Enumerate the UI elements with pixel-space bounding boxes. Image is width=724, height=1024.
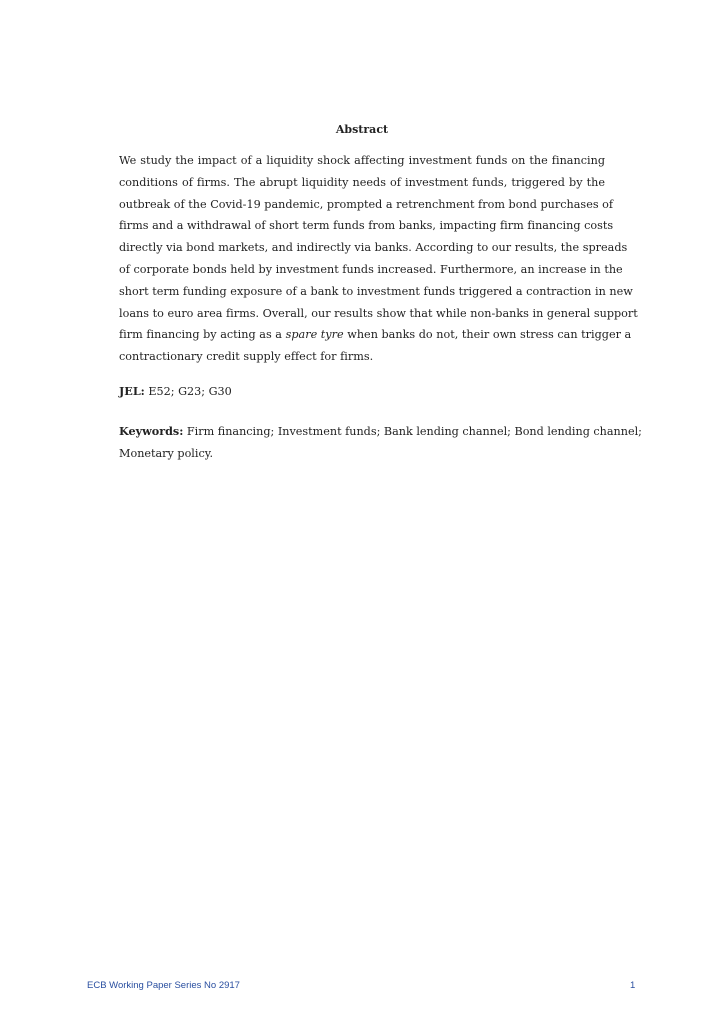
jel-label: JEL: xyxy=(119,384,145,398)
keywords-line: Monetary policy. xyxy=(119,447,214,460)
abstract-line: short term funding exposure of a bank to investment funds triggered a contraction in new xyxy=(119,284,633,298)
page-number: 1 xyxy=(630,980,636,991)
abstract-line: contractionary credit supply effect for firms. xyxy=(119,350,374,364)
abstract-title: Abstract xyxy=(335,123,389,136)
keywords-line xyxy=(119,420,642,443)
abstract-line: directly via bond markets, and indirectly via banks. According to our results, the spreads xyxy=(119,241,628,255)
abstract-line: We study the impact of a liquidity shock affecting investment funds on the financing xyxy=(119,154,605,167)
abstract-line: of corporate bonds held by investment funds increased. Furthermore, an increase in the xyxy=(119,262,623,276)
jel-codes xyxy=(119,384,605,398)
abstract-line: firms and a withdrawal of short term funds from banks, impacting firm financing costs xyxy=(119,219,614,233)
keywords-label: Keywords: xyxy=(119,424,184,438)
abstract-line-part: when banks do not, their own stress can trigger a xyxy=(343,328,632,342)
abstract-line: outbreak of the Covid-19 pandemic, prompted a retrenchment from bond purchases of xyxy=(119,197,614,211)
keywords xyxy=(119,420,642,465)
italic-term: spare tyre xyxy=(285,328,344,342)
jel-value: E52; G23; G30 xyxy=(144,385,232,398)
abstract-line-part: firm financing by acting as a xyxy=(119,328,286,342)
abstract-line: loans to euro area firms. Overall, our results show that while non-banks in general support xyxy=(119,306,638,320)
footer-series-link[interactable]: ECB Working Paper Series No 2917 xyxy=(87,980,240,991)
abstract-line-with-italic xyxy=(119,324,632,346)
keywords-value: Firm financing; Investment funds; Bank lending channel; Bond lending channel; xyxy=(183,425,642,438)
abstract-line: conditions of firms. The abrupt liquidity needs of investment funds, triggered by the xyxy=(119,175,605,189)
abstract-body xyxy=(119,150,638,368)
